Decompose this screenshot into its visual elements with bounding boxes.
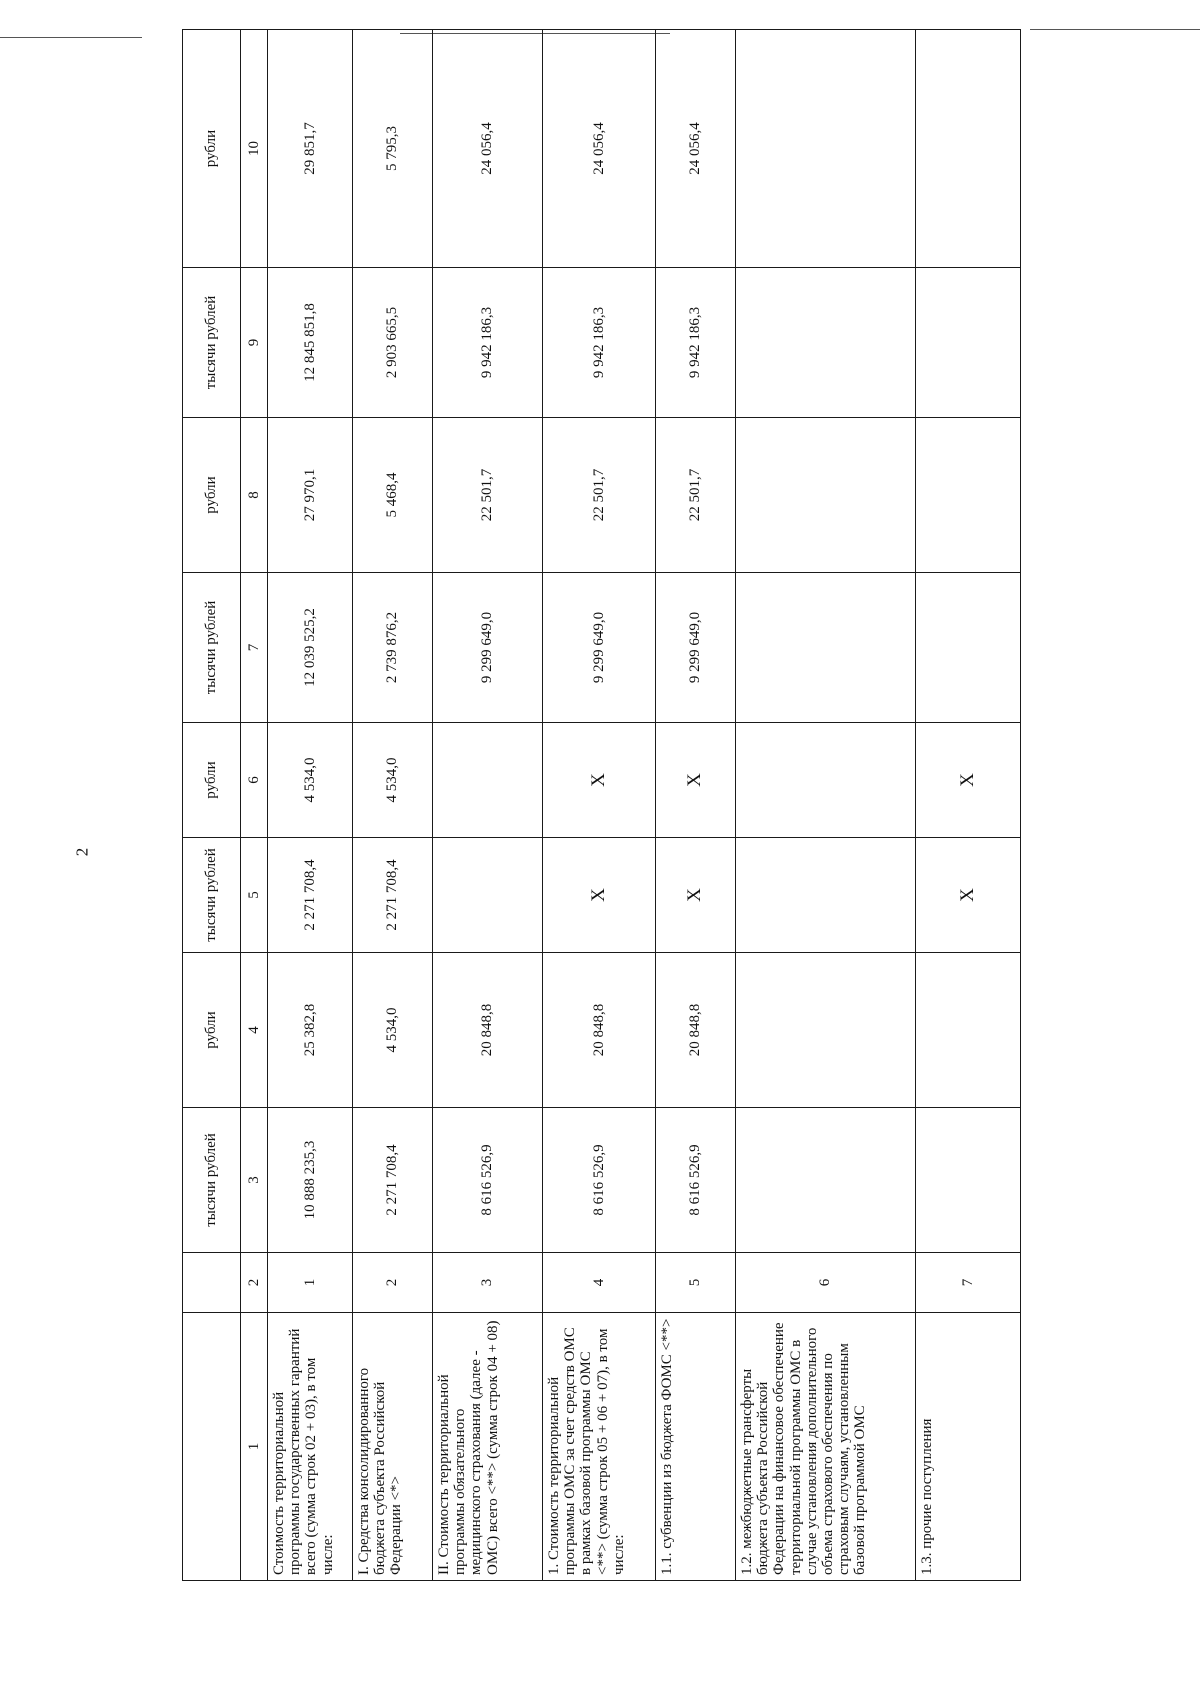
not-applicable-cell: X bbox=[916, 838, 1021, 953]
value-cell bbox=[736, 30, 916, 268]
value-cell: 20 848,8 bbox=[433, 953, 543, 1108]
line-number-cell: 1 bbox=[268, 1253, 353, 1313]
value-cell: 9 299 649,0 bbox=[656, 573, 736, 723]
rotated-table-container bbox=[182, 30, 1020, 1581]
value-cell: 9 299 649,0 bbox=[433, 573, 543, 723]
value-cell bbox=[916, 268, 1021, 418]
value-cell bbox=[736, 268, 916, 418]
row-name-cell: 1.2. межбюджетные трансферты бюджета субъекта Российской Федерации на финансовое обеспечение территориальной программы ОМС в случае установления дополнительного объема страхового обеспечения по страховым случаям, установленным базовой программой ОМС bbox=[736, 1313, 916, 1581]
line-number-cell: 6 bbox=[736, 1253, 916, 1313]
value-cell: 25 382,8 bbox=[268, 953, 353, 1108]
value-cell: 22 501,7 bbox=[543, 418, 656, 573]
value-cell: 9 299 649,0 bbox=[543, 573, 656, 723]
table-row bbox=[736, 30, 916, 1581]
column-number-cell: 3 bbox=[241, 1108, 268, 1253]
value-cell: 9 942 186,3 bbox=[543, 268, 656, 418]
value-cell: 8 616 526,9 bbox=[543, 1108, 656, 1253]
value-cell bbox=[433, 838, 543, 953]
unit-header-cell: тысячи рублей bbox=[183, 268, 241, 418]
value-cell: 12 039 525,2 bbox=[268, 573, 353, 723]
value-cell bbox=[433, 723, 543, 838]
table-row bbox=[433, 30, 543, 1581]
unit-header-cell: рубли bbox=[183, 953, 241, 1108]
value-cell: 24 056,4 bbox=[543, 30, 656, 268]
value-cell: 27 970,1 bbox=[268, 418, 353, 573]
value-cell bbox=[736, 573, 916, 723]
table-row bbox=[543, 30, 656, 1581]
not-applicable-cell: X bbox=[656, 723, 736, 838]
column-number-row bbox=[241, 30, 268, 1581]
row-name-cell: II. Стоимость территориальной программы обязательного медицинского страхования (далее - ОМС) всего <**> (сумма строк 04 + 08) bbox=[433, 1313, 543, 1581]
value-cell bbox=[736, 723, 916, 838]
value-cell: 24 056,4 bbox=[433, 30, 543, 268]
value-cell: 12 845 851,8 bbox=[268, 268, 353, 418]
table-rotation-frame bbox=[182, 30, 1020, 1581]
unit-header-cell bbox=[183, 1313, 241, 1581]
line-number-cell: 7 bbox=[916, 1253, 1021, 1313]
value-cell bbox=[736, 1108, 916, 1253]
value-cell bbox=[736, 838, 916, 953]
unit-header-cell: рубли bbox=[183, 418, 241, 573]
value-cell bbox=[916, 953, 1021, 1108]
value-cell bbox=[736, 418, 916, 573]
not-applicable-cell: X bbox=[543, 838, 656, 953]
line-number-cell: 2 bbox=[353, 1253, 433, 1313]
column-number-cell: 10 bbox=[241, 30, 268, 268]
value-cell: 29 851,7 bbox=[268, 30, 353, 268]
column-number-cell: 6 bbox=[241, 723, 268, 838]
column-number-cell: 7 bbox=[241, 573, 268, 723]
value-cell: 8 616 526,9 bbox=[433, 1108, 543, 1253]
value-cell: 8 616 526,9 bbox=[656, 1108, 736, 1253]
table-row bbox=[353, 30, 433, 1581]
value-cell: 20 848,8 bbox=[656, 953, 736, 1108]
unit-header-cell: тысячи рублей bbox=[183, 573, 241, 723]
column-number-cell: 1 bbox=[241, 1313, 268, 1581]
line-number-cell: 3 bbox=[433, 1253, 543, 1313]
value-cell: 5 795,3 bbox=[353, 30, 433, 268]
value-cell: 24 056,4 bbox=[656, 30, 736, 268]
column-number-cell: 4 bbox=[241, 953, 268, 1108]
value-cell bbox=[916, 30, 1021, 268]
value-cell: 4 534,0 bbox=[268, 723, 353, 838]
value-cell bbox=[916, 573, 1021, 723]
scan-edge-line-right bbox=[1030, 29, 1200, 30]
value-cell: 2 903 665,5 bbox=[353, 268, 433, 418]
column-number-cell: 9 bbox=[241, 268, 268, 418]
unit-header-cell: тысячи рублей bbox=[183, 838, 241, 953]
table-row bbox=[268, 30, 353, 1581]
not-applicable-cell: X bbox=[656, 838, 736, 953]
value-cell: 2 271 708,4 bbox=[353, 838, 433, 953]
value-cell: 20 848,8 bbox=[543, 953, 656, 1108]
column-number-cell: 8 bbox=[241, 418, 268, 573]
value-cell bbox=[916, 1108, 1021, 1253]
unit-header-row bbox=[183, 30, 241, 1581]
table-row bbox=[656, 30, 736, 1581]
row-name-cell: I. Средства консолидированного бюджета субъекта Российской Федерации <*> bbox=[353, 1313, 433, 1581]
row-name-cell: 1.1. субвенции из бюджета ФОМС <**> bbox=[656, 1313, 736, 1581]
line-number-cell: 5 bbox=[656, 1253, 736, 1313]
row-name-cell: 1. Стоимость территориальной программы ОМС за счет средств ОМС в рамках базовой программы ОМС <**> (сумма строк 05 + 06 + 07), в том числе: bbox=[543, 1313, 656, 1581]
value-cell: 2 271 708,4 bbox=[353, 1108, 433, 1253]
unit-header-cell: рубли bbox=[183, 723, 241, 838]
value-cell: 22 501,7 bbox=[656, 418, 736, 573]
value-cell: 2 271 708,4 bbox=[268, 838, 353, 953]
value-cell: 9 942 186,3 bbox=[433, 268, 543, 418]
not-applicable-cell: X bbox=[916, 723, 1021, 838]
unit-header-cell: рубли bbox=[183, 30, 241, 268]
value-cell: 4 534,0 bbox=[353, 723, 433, 838]
value-cell: 2 739 876,2 bbox=[353, 573, 433, 723]
line-number-cell: 4 bbox=[543, 1253, 656, 1313]
value-cell: 4 534,0 bbox=[353, 953, 433, 1108]
table-row bbox=[916, 30, 1021, 1581]
value-cell bbox=[916, 418, 1021, 573]
unit-header-cell: тысячи рублей bbox=[183, 1108, 241, 1253]
column-number-cell: 5 bbox=[241, 838, 268, 953]
value-cell: 9 942 186,3 bbox=[656, 268, 736, 418]
row-name-cell: Стоимость территориальной программы государственных гарантий всего (сумма строк 02 + 03), в том числе: bbox=[268, 1313, 353, 1581]
value-cell: 10 888 235,3 bbox=[268, 1108, 353, 1253]
column-number-cell: 2 bbox=[241, 1253, 268, 1313]
value-cell bbox=[736, 953, 916, 1108]
page-number: 2 bbox=[72, 847, 92, 857]
row-name-cell: 1.3. прочие поступления bbox=[916, 1313, 1021, 1581]
value-cell: 5 468,4 bbox=[353, 418, 433, 573]
scan-edge-line-left bbox=[0, 37, 142, 38]
financing-table bbox=[182, 29, 1021, 1581]
unit-header-cell bbox=[183, 1253, 241, 1313]
not-applicable-cell: X bbox=[543, 723, 656, 838]
value-cell: 22 501,7 bbox=[433, 418, 543, 573]
